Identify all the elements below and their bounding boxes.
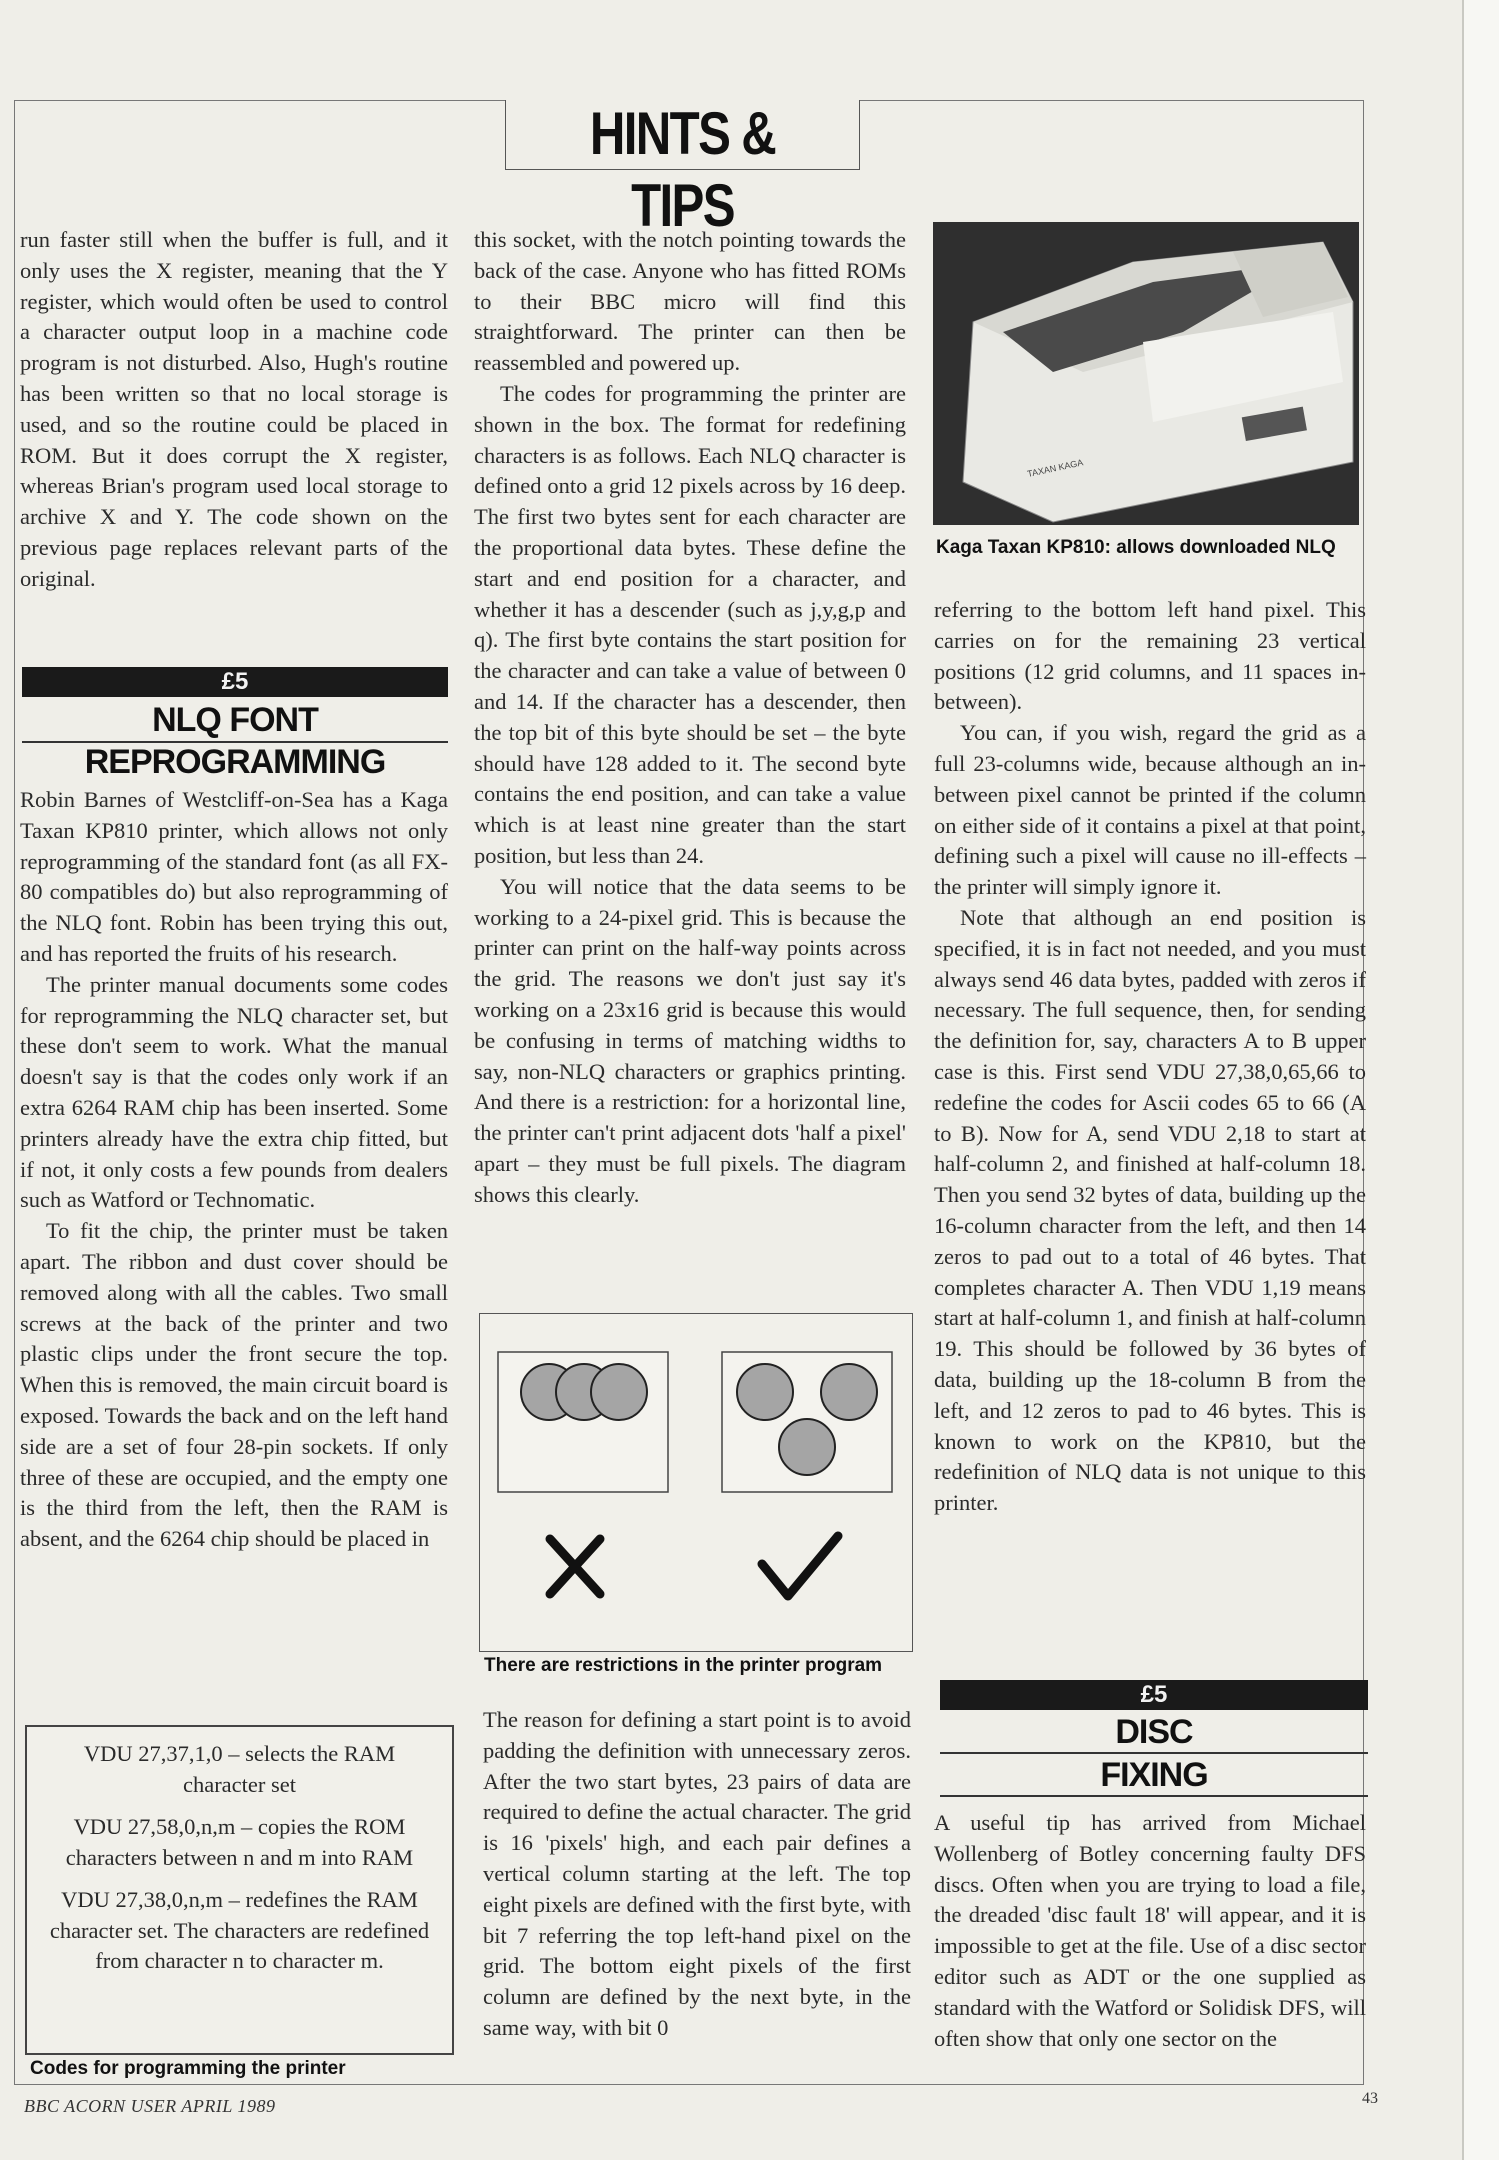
dot-circle bbox=[821, 1364, 877, 1420]
page-title: HINTS & TIPS bbox=[589, 100, 776, 239]
paragraph: run faster still when the buffer is full, and it only uses the X register, meaning that the Y register, which would often be used to control a character output loop in a machine code program is not disturbed. Also, Hugh's routine has been written so that no local storage is used, and so the routine could be placed in ROM. But it does corrupt the X register, whereas Brian's program used local storage to archive X and Y. The code shown on the previous page replaces relevant parts of the original. bbox=[20, 227, 448, 591]
disc-column-3 bbox=[934, 1808, 1366, 2054]
printer-illustration bbox=[933, 222, 1359, 525]
paragraph: referring to the bottom left hand pixel. This carries on for the remaining 23 vertical positions (12 grid columns, and 11 spaces in-between). bbox=[934, 597, 1366, 715]
dot-circle bbox=[737, 1364, 793, 1420]
paragraph: The printer manual documents some codes for reprogramming the NLQ character set, but these don't seem to work. What the manual doesn't say is that the codes only work if an extra 6264 RAM chip has been inserted. Some printers already have the extra chip fitted, but if not, it only costs a few pounds from dealers such as Watford or Technomatic. bbox=[20, 971, 448, 1213]
paragraph: To fit the chip, the printer must be taken apart. The ribbon and dust cover should be removed along with all the cables. Two small screws at the back of the printer and two plastic clips under the front secure the top. When this is removed, the main circuit board is exposed. Towards the back and on the left hand side are a set of four 28-pin sockets. If only three of these are occupied, and the empty one is the third from the left, then the RAM is absent, and the 6264 chip should be placed in bbox=[20, 1218, 448, 1552]
disc-prize-bar: £5 bbox=[940, 1680, 1368, 1710]
nlq-prize-bar: £5 bbox=[22, 667, 448, 697]
paragraph: You will notice that the data seems to be working to a 24-pixel grid. This is because the printer can print on the half-way points across the grid. The reasons we don't just say it's working on a 23x16 grid is because this would be confusing in terms of matching widths to say, non-NLQ characters or graphics printing. And there is a restriction: for a horizontal line, the printer can't print adjacent dots 'half a pixel' apart – they must be full pixels. The diagram shows this clearly. bbox=[474, 873, 906, 1207]
dot-circle bbox=[779, 1419, 835, 1475]
tick-icon bbox=[762, 1536, 838, 1596]
paragraph: You can, if you wish, regard the grid as a full 23-columns wide, because although an in-between pixel cannot be printed if the column on either side of it contains a pixel at that point, defining such a pixel will cause no ill-effects – the printer will simply ignore it. bbox=[934, 720, 1366, 900]
code-line: VDU 27,37,1,0 – selects the RAM character set bbox=[83, 1741, 396, 1797]
diagram-caption: There are restrictions in the printer program bbox=[484, 1655, 883, 1676]
codes-box-caption: Codes for programming the printer bbox=[30, 2058, 346, 2079]
paragraph: Note that although an end position is specified, it is in fact not needed, and you must always send 46 data bytes, padded with zeros if necessary. The full sequence, then, for sending the definition for, say, characters A to B upper case is this. First send VDU 27,38,0,65,66 to redefine the codes for Ascii codes 65 to 66 (A to B). Now for A, send VDU 2,18 to start at half-column 2, and finished at half-column 18. Then you send 32 bytes of data, building up the 16-column character from the left, and then 14 zeros to pad out to a total of 46 bytes. That completes character A. Then VDU 1,19 means start at half-column 1, and finish at half-column 19. This should be followed by 36 bytes of data, building up the 18-column B from the left, and 12 zeros to pad to 46 bytes. This is known to work on the KP810, but the redefinition of NLQ data is not unique to this printer. bbox=[934, 904, 1366, 1516]
photo-caption: Kaga Taxan KP810: allows downloaded NLQ bbox=[936, 537, 1336, 558]
code-line: VDU 27,38,0,n,m – redefines the RAM character set. The characters are redefined from character n to character m. bbox=[49, 1887, 430, 1973]
codes-box bbox=[25, 1725, 454, 2055]
column-1-intro bbox=[20, 225, 448, 595]
disc-title-line1: DISC bbox=[1115, 1713, 1193, 1751]
nlq-column-2-continued bbox=[483, 1705, 911, 2044]
cross-icon bbox=[550, 1539, 600, 1594]
dot-restriction-diagram bbox=[479, 1313, 913, 1652]
page-margin-strip bbox=[1462, 0, 1499, 2160]
printer-photo bbox=[933, 222, 1359, 525]
paragraph: The reason for defining a start point is to avoid padding the definition with unnecessary zeros. After the two start bytes, 23 pairs of data are required to define the actual character. The grid is 16 'pixels' high, and each pair defines a vertical column starting at the left. The top eight pixels are defined with the first byte, with bit 7 referring the top left-hand pixel on the grid. The bottom eight pixels of the first column are defined by the next byte, in the same way, with bit 0 bbox=[483, 1707, 911, 2040]
section-rule bbox=[940, 1752, 1368, 1754]
nlq-column-1 bbox=[20, 785, 448, 1555]
nlq-title-line1: NLQ FONT bbox=[152, 701, 318, 739]
section-rule bbox=[940, 1795, 1368, 1797]
dot-circle bbox=[591, 1364, 647, 1420]
printer-brand-label: TAXAN KAGA bbox=[1026, 457, 1085, 479]
footer-publication: BBC ACORN USER APRIL 1989 bbox=[24, 2096, 276, 2116]
disc-title-line2: FIXING bbox=[1100, 1756, 1208, 1794]
nlq-title-line2: REPROGRAMMING bbox=[84, 743, 386, 781]
paragraph: A useful tip has arrived from Michael Wollenberg of Botley concerning faulty DFS discs. Often when you are trying to load a file, the dreaded 'disc fault 18' will appear, and it is impossible to get at the file. Use of a disc sector editor such as ADT or the one supplied as standard with the Watford or Solidisk DFS, will often show that only one sector on the bbox=[934, 1810, 1366, 2051]
nlq-column-2 bbox=[474, 225, 906, 1211]
diagram-svg bbox=[480, 1314, 912, 1651]
paragraph: this socket, with the notch pointing towards the back of the case. Anyone who has fitted ROMs to their BBC micro will find this straightforward. The printer can then be reassembled and powered up. bbox=[474, 227, 906, 376]
page-right-bleed bbox=[1368, 120, 1462, 2080]
code-line: VDU 27,58,0,n,m – copies the ROM characters between n and m into RAM bbox=[65, 1814, 414, 1870]
nlq-column-3 bbox=[934, 595, 1366, 1519]
paragraph: The codes for programming the printer are shown in the box. The format for redefining characters is as follows. Each NLQ character is defined onto a grid 12 pixels across by 16 deep. The first two bytes sent for each character are the proportional data bytes. These define the start and end position for a character, and whether it has a descender (such as j,y,g,p and q). The first byte contains the start position for the character and can take a value of between 0 and 14. If the character has a descender, then the top bit of this byte should be set – the byte should have 128 added to it. The second byte contains the end position, and can take a value which is at least nine greater than the start position, but less than 24. bbox=[474, 380, 906, 868]
paragraph: Robin Barnes of Westcliff-on-Sea has a Kaga Taxan KP810 printer, which allows not only reprogramming of the standard font (as all FX-80 compatibles do) but also reprogramming of the NLQ font. Robin has been trying this out, and has reported the fruits of his research. bbox=[20, 787, 448, 966]
page-number: 43 bbox=[1362, 2090, 1378, 2107]
